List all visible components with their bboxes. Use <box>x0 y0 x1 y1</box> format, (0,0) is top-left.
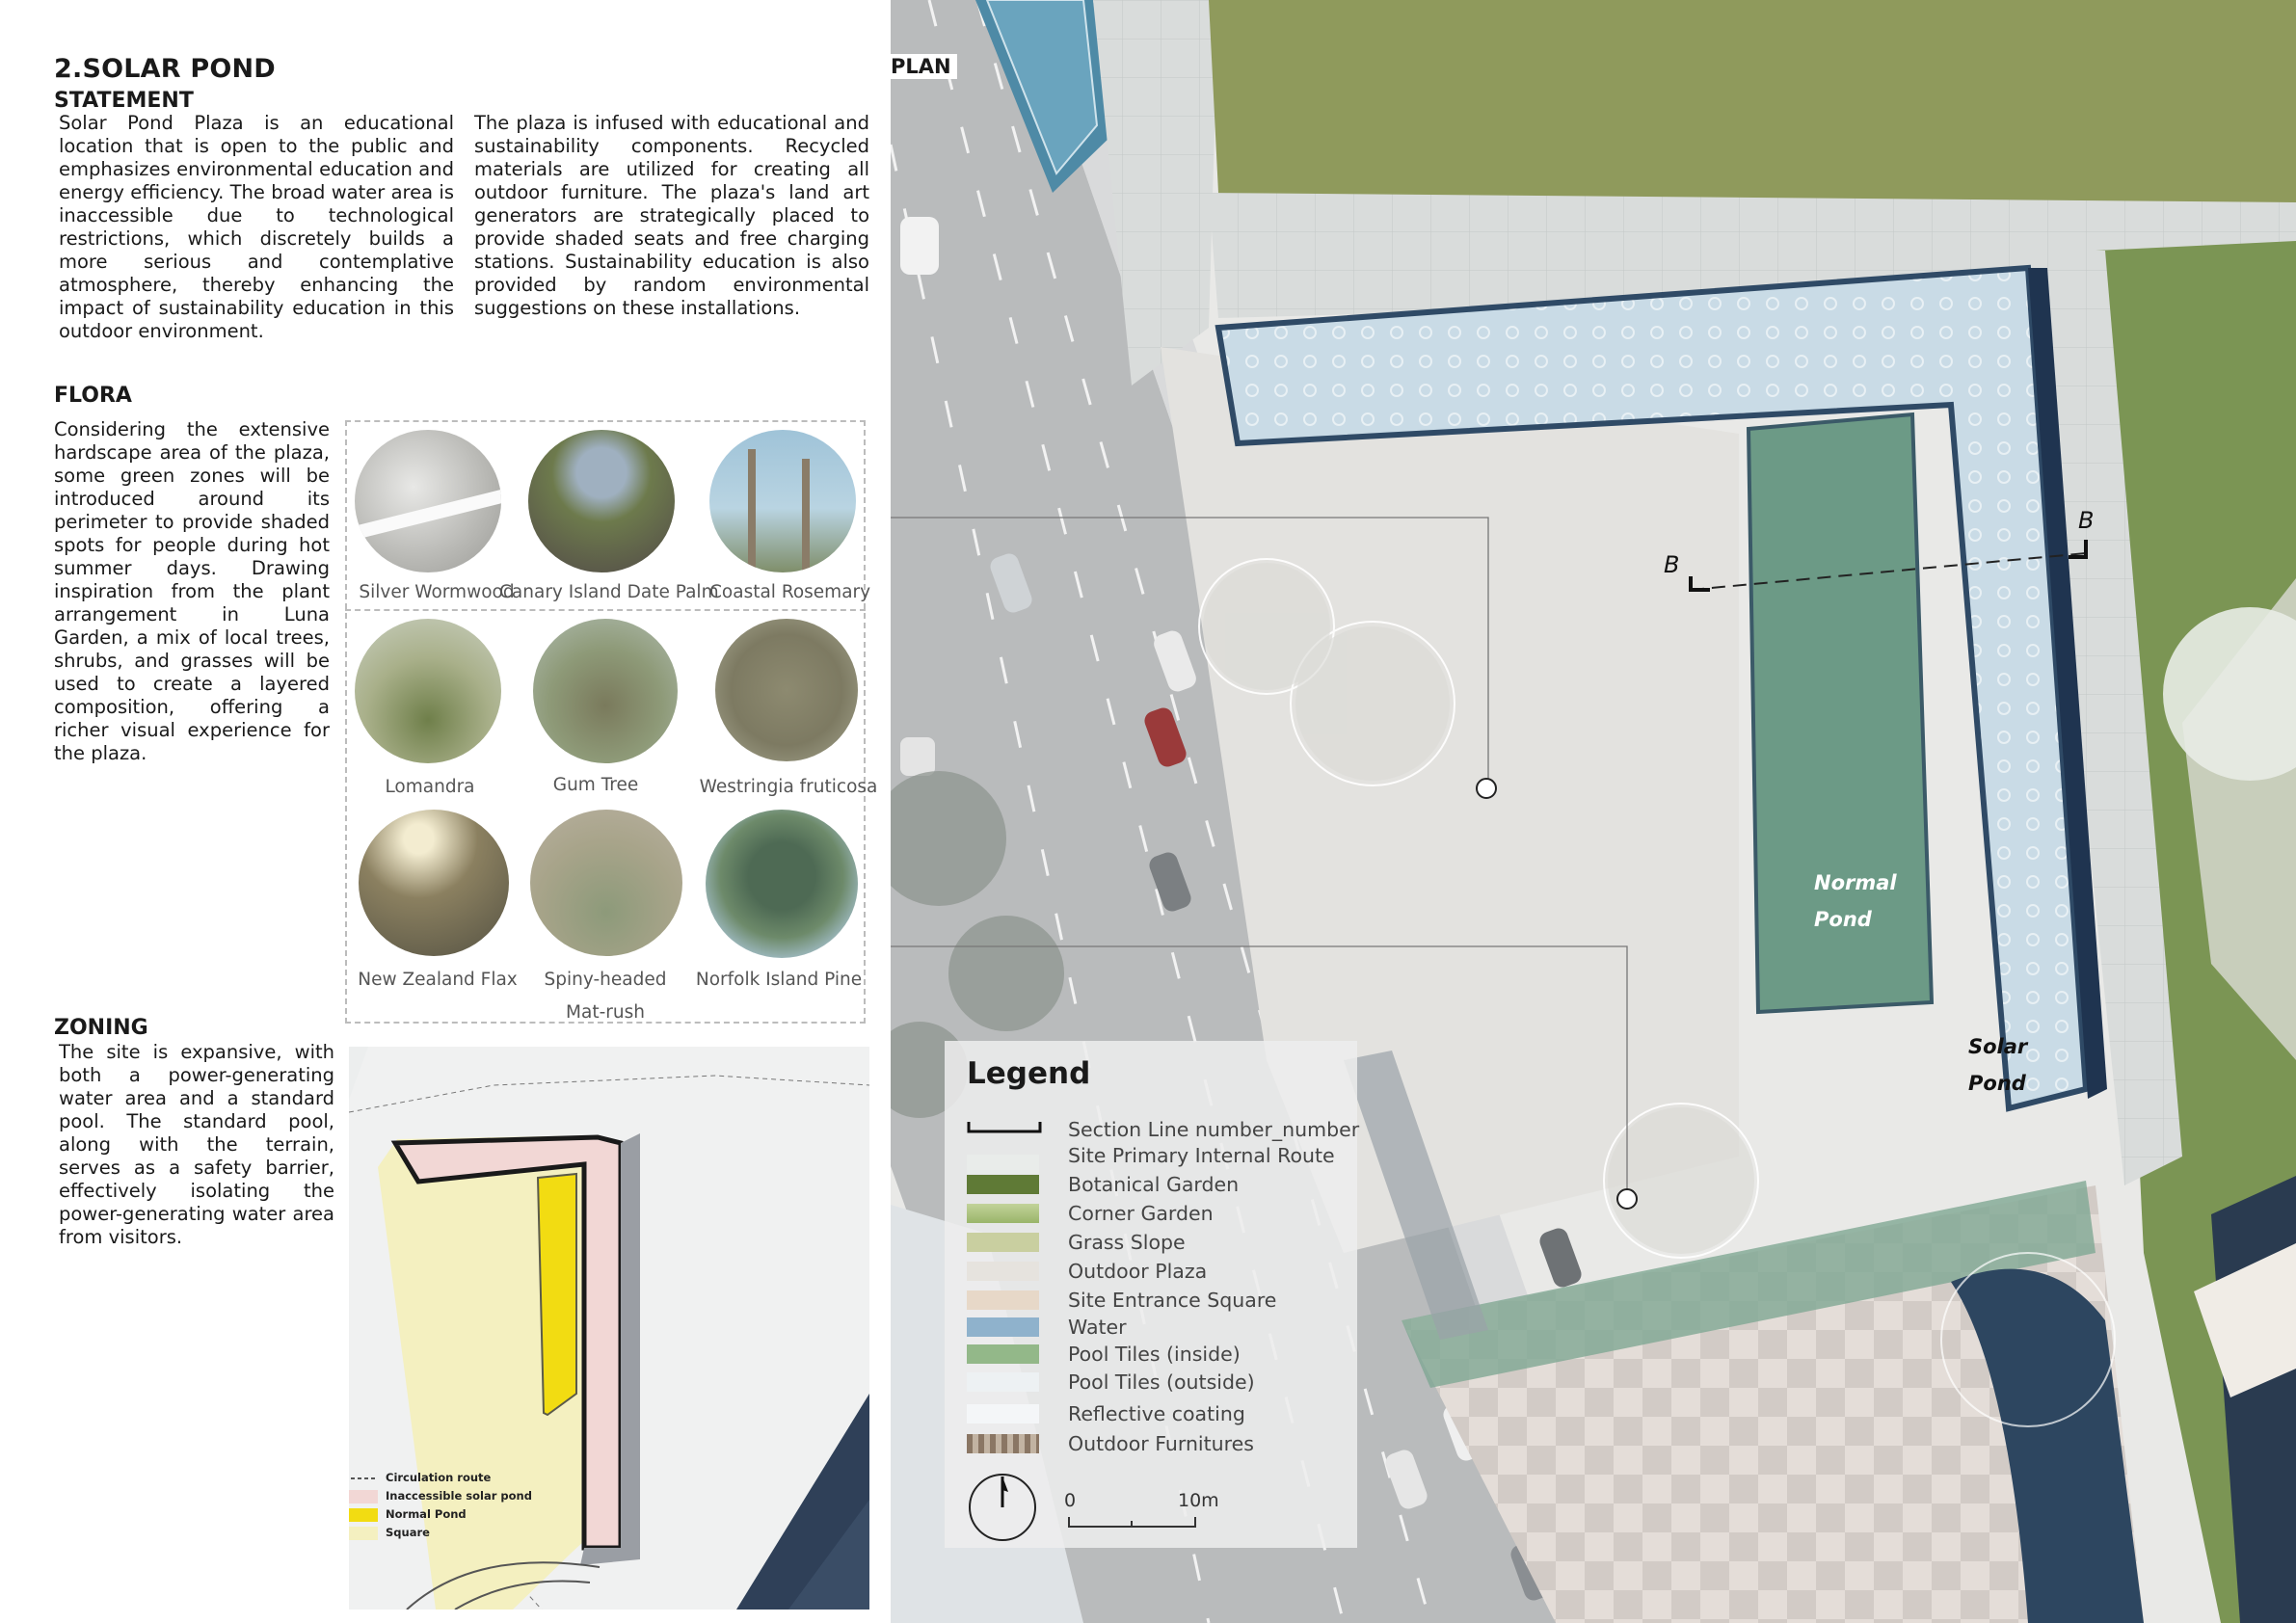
scale-bar <box>1068 1515 1199 1530</box>
plant-label-8b: Mat-rush <box>566 1002 645 1023</box>
legend-label-water: Water <box>1068 1316 1127 1339</box>
legend-label-plaza: Outdoor Plaza <box>1068 1260 1208 1283</box>
plant-photo-westringia <box>715 619 858 761</box>
legend-label-tiles-inside: Pool Tiles (inside) <box>1068 1343 1241 1366</box>
north-arrow-icon <box>966 1473 1043 1544</box>
legend-swatch-plaza <box>967 1262 1039 1281</box>
flora-heading: FLORA <box>54 384 132 408</box>
normal-pond-label-2: Pond <box>1814 908 1872 931</box>
legend-title: Legend <box>967 1056 1091 1091</box>
solar-pond-label-2: Pond <box>1968 1072 2026 1095</box>
legend-swatch-botanical <box>967 1175 1039 1194</box>
scale-end: 10m <box>1178 1490 1219 1511</box>
solar-pond-label-1: Solar <box>1968 1035 2028 1058</box>
plant-photo-canary-palm <box>528 430 675 572</box>
legend-label-furniture: Outdoor Furnitures <box>1068 1432 1254 1455</box>
section-line-swatch <box>967 1120 1042 1135</box>
legend-label-section-line: Section Line number_number <box>1068 1118 1360 1141</box>
statement-col2: The plaza is infused with educational and sustainability components. Recycled materials are utilized for creating all outdoor furniture. The plaza's land art generators are strategically placed to provide shaded seats and free charging stations. Sustainability education is also provided by random environmental suggestions on these installations. <box>474 112 869 319</box>
zoning-legend-normal: Normal Pond <box>386 1507 467 1521</box>
legend-label-grass: Grass Slope <box>1068 1231 1186 1254</box>
plant-label-5: Gum Tree <box>552 775 639 795</box>
section-label-left: B <box>1664 551 1680 578</box>
legend-swatch-reflective <box>967 1404 1039 1423</box>
plant-photo-lomandra <box>355 619 501 763</box>
plant-label-1: Silver Wormwood <box>359 582 515 602</box>
plant-label-2: Canary Island Date Palm <box>499 582 719 602</box>
plant-label-8: Spiny-headed <box>544 970 667 990</box>
plant-photo-silver-wormwood <box>355 430 501 572</box>
legend-swatch-tiles-inside <box>967 1344 1039 1364</box>
legend-label-reflective: Reflective coating <box>1068 1402 1245 1425</box>
plant-label-4: Lomandra <box>385 777 475 797</box>
statement-heading: STATEMENT <box>54 89 194 113</box>
zoning-legend-circulation: Circulation route <box>386 1471 492 1484</box>
zoning-text: The site is expansive, with both a power-generating water area and a standard pool. The standard pool, along with the terrain, serves as a safety barrier, effectively isolating the power-generating water area from visitors. <box>59 1041 334 1248</box>
plant-photo-gum-tree <box>533 619 678 763</box>
legend-swatch-furniture <box>967 1434 1039 1453</box>
plant-label-7: New Zealand Flax <box>358 970 518 990</box>
page-title: 2.SOLAR POND <box>54 54 276 84</box>
legend-swatch-water <box>967 1317 1039 1337</box>
plant-photo-spiny-matrush <box>530 810 682 956</box>
legend-swatch-corner <box>967 1204 1039 1223</box>
zoning-heading: ZONING <box>54 1016 148 1040</box>
plant-label-3: Coastal Rosemary <box>709 582 871 602</box>
plant-photo-nz-flax <box>359 810 509 956</box>
legend-swatch-tiles-outside <box>967 1372 1039 1392</box>
legend-swatch-route <box>967 1155 1039 1174</box>
plan-label: PLAN <box>887 54 957 79</box>
legend-label-corner: Corner Garden <box>1068 1202 1214 1225</box>
scale-start: 0 <box>1064 1490 1077 1511</box>
legend-label-entrance: Site Entrance Square <box>1068 1289 1277 1312</box>
flora-divider <box>345 609 866 611</box>
legend-label-route: Site Primary Internal Route <box>1068 1144 1335 1167</box>
plant-label-6: Westringia fruticosa <box>699 777 878 797</box>
legend-swatch-grass <box>967 1233 1039 1252</box>
plant-photo-coastal-rosemary <box>709 430 856 572</box>
flora-text: Considering the extensive hardscape area of the plaza, some green zones will be introduced around its perimeter to provide shaded spots for people during hot summer days. Drawing inspiration from the plant arrangement in Luna Garden, a mix of local trees, shrubs, and grasses will be used to create a layered composition, offering a richer visual experience for the plaza. <box>54 418 330 764</box>
normal-pond-label-1: Normal <box>1814 871 1897 894</box>
zoning-legend-solar: Inaccessible solar pond <box>386 1489 532 1503</box>
statement-col1: Solar Pond Plaza is an educational location that is open to the public and emphasizes environmental education and energy efficiency. The broad water area is inaccessible due to technological restrictions, which discretely builds a more serious and contemplative atmosphere, thereby enhancing the impact of sustainability education in this outdoor environment. <box>59 112 454 342</box>
section-label-right: B <box>2078 507 2095 534</box>
legend-label-tiles-outside: Pool Tiles (outside) <box>1068 1370 1255 1394</box>
zoning-legend-swatches <box>349 1471 378 1548</box>
plant-photo-norfolk-pine <box>706 810 858 958</box>
plant-label-9: Norfolk Island Pine <box>695 970 863 990</box>
legend-swatch-entrance <box>967 1290 1039 1310</box>
legend-label-botanical: Botanical Garden <box>1068 1173 1240 1196</box>
zoning-legend-square: Square <box>386 1526 430 1539</box>
